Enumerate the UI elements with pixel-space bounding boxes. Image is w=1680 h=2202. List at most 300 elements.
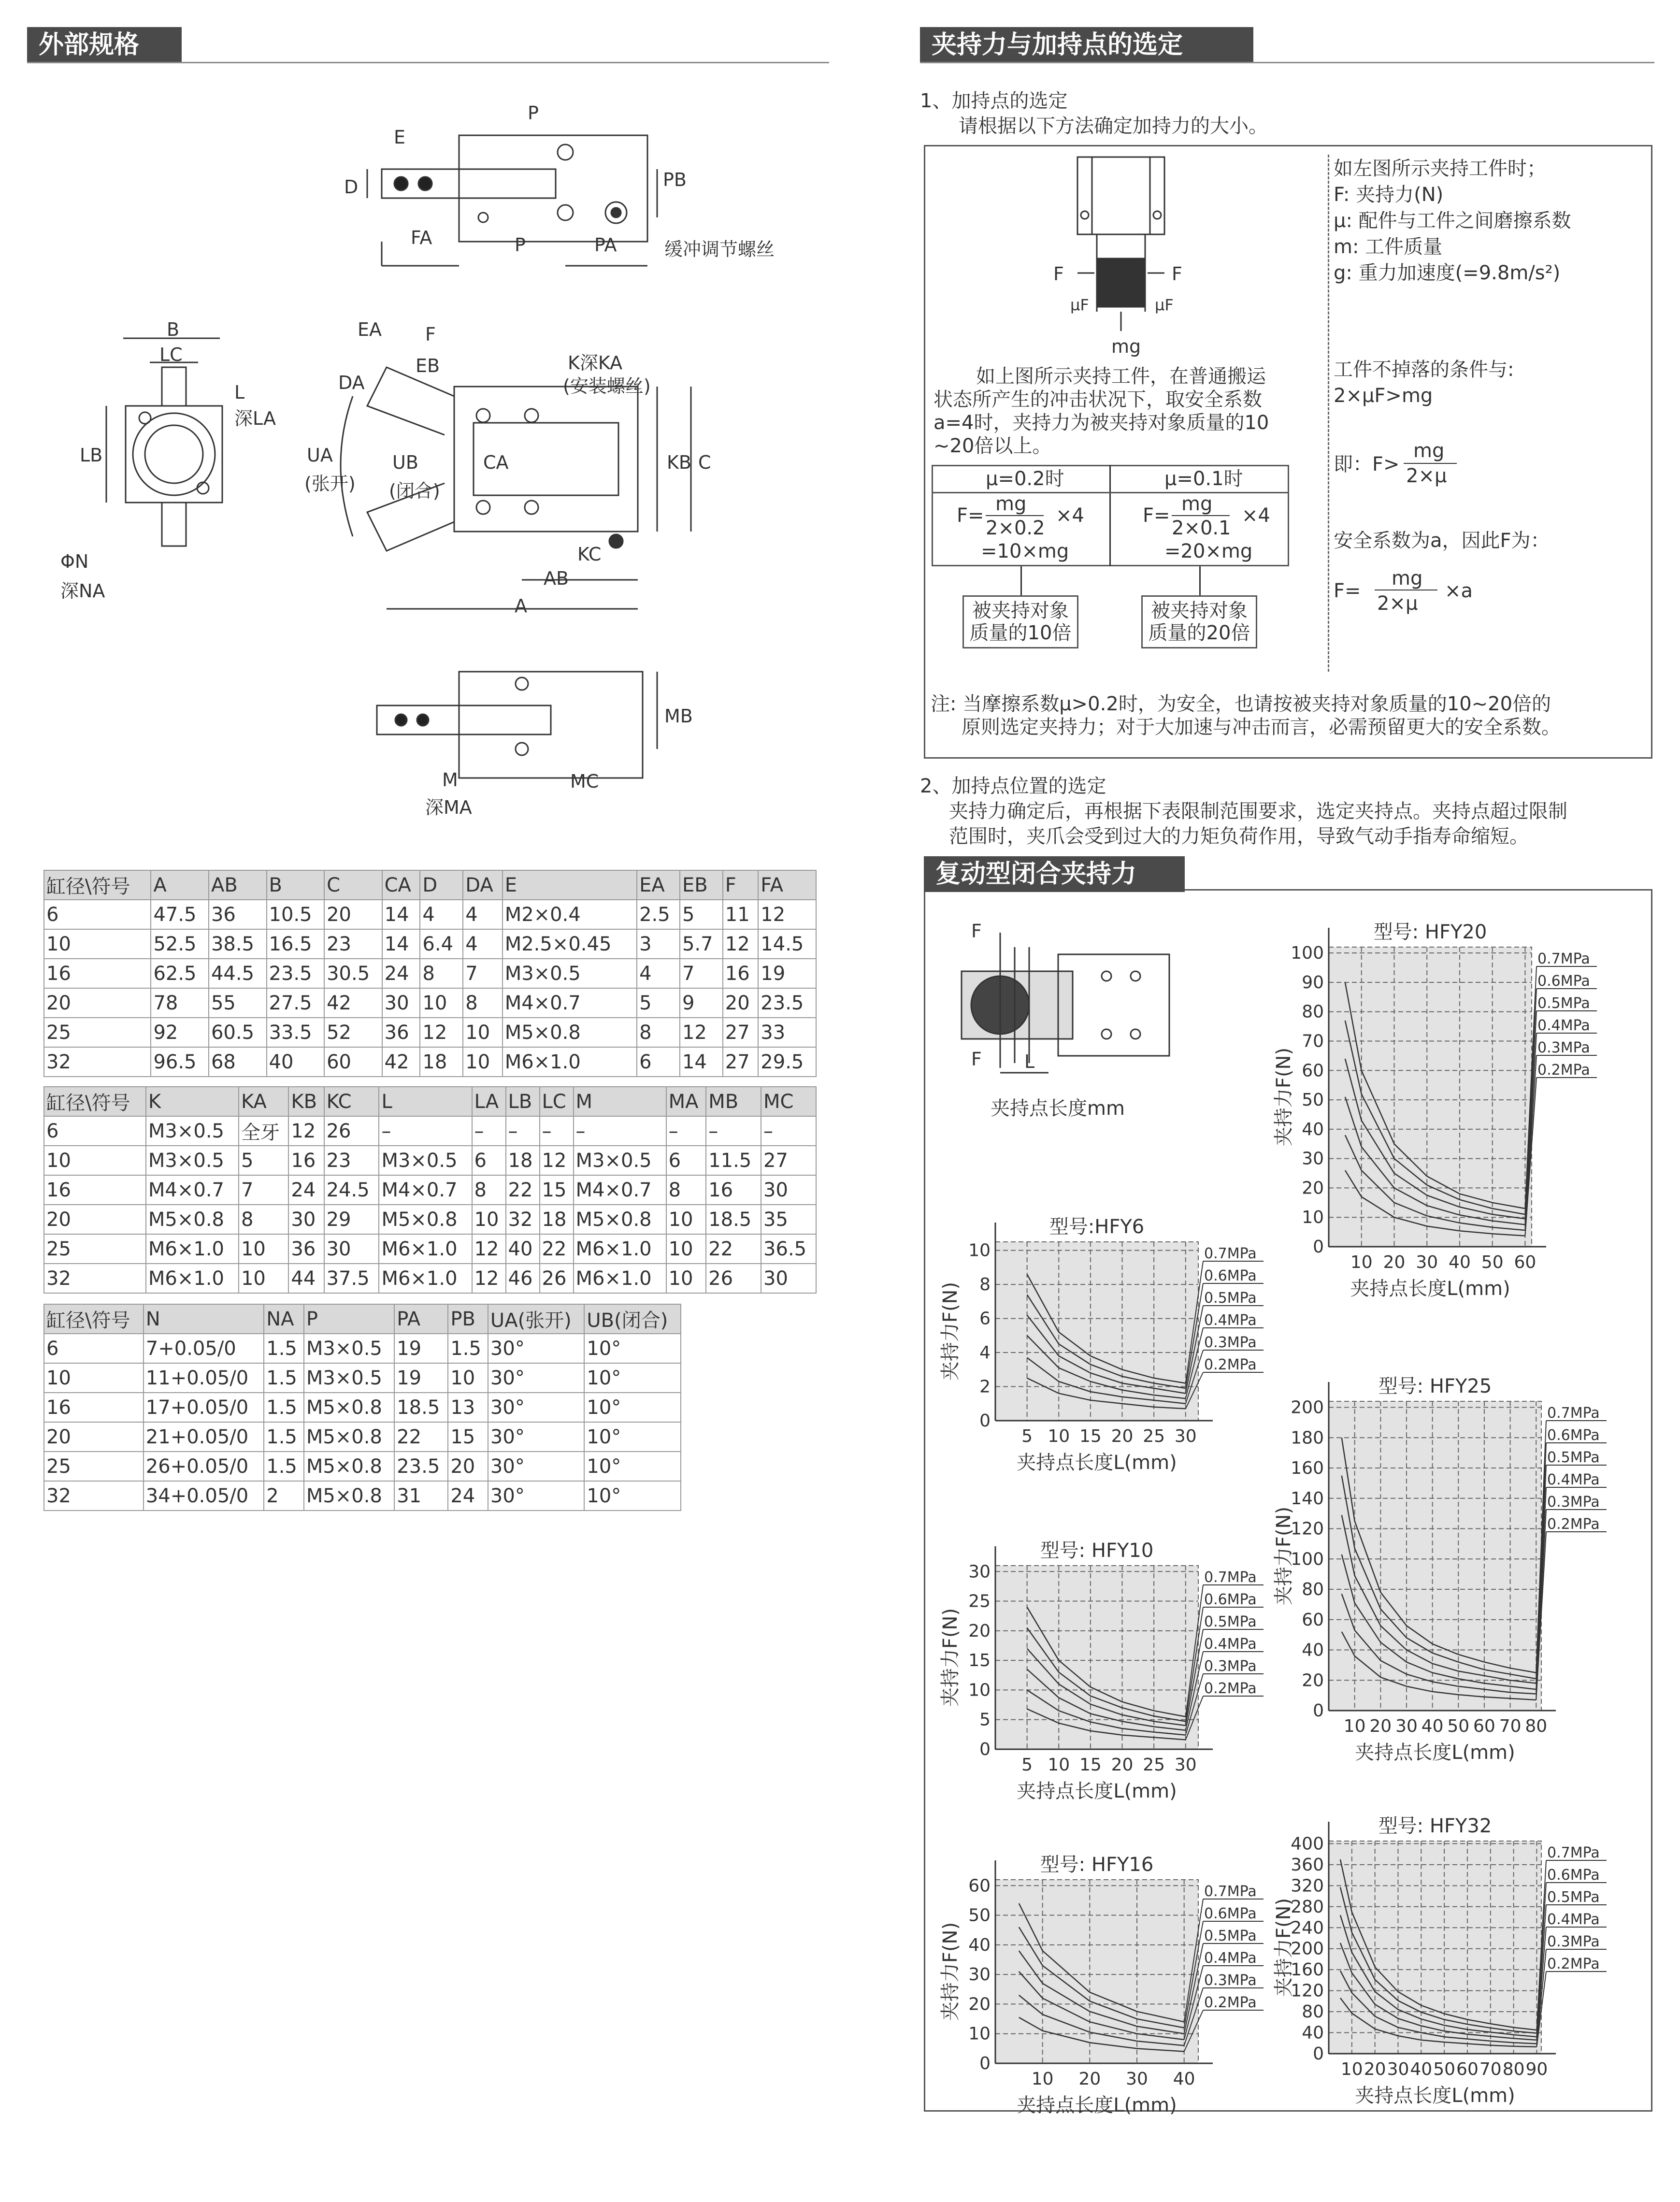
table-cell: 34+0.05/0 [144, 1481, 264, 1511]
y-tick-label: 10 [968, 2024, 991, 2044]
table-cell: 42 [382, 1047, 420, 1077]
legend-label: 0.5MPa [1204, 1290, 1257, 1307]
cond-frac: 2×μ [1406, 465, 1447, 487]
table-cell: 5.7 [680, 929, 723, 959]
plot-area [995, 1566, 1198, 1749]
table-cell: 55 [209, 988, 267, 1018]
y-axis-label: 夹持力F(N) [1273, 1506, 1295, 1606]
x-tick-label: 25 [1143, 1426, 1165, 1446]
table-cell: 31 [394, 1481, 448, 1511]
legend-label: 0.5MPa [1547, 1889, 1600, 1906]
table-cell: 2.5 [637, 900, 680, 929]
table-cell: 15 [540, 1175, 574, 1205]
drawing-label: DA [338, 372, 365, 393]
diagram-label: F [1053, 263, 1064, 285]
table-cell: 17+0.05/0 [144, 1393, 264, 1422]
table-cell: 30 [761, 1175, 816, 1205]
diagram-label: mg [1111, 336, 1141, 357]
x-tick-label: 25 [1143, 1755, 1165, 1775]
y-tick-label: 0 [1313, 1237, 1324, 1257]
y-tick-label: 40 [1302, 1119, 1324, 1139]
table-cell: 11 [723, 900, 759, 929]
calc-frac: F= [957, 504, 984, 527]
legend-label: 0.5MPa [1204, 1613, 1257, 1630]
x-tick-label: 40 [1410, 2059, 1433, 2079]
def-line: g: 重力加速度(=9.8m/s²) [1334, 262, 1561, 284]
table-cell: 16 [723, 959, 759, 988]
calc-frac: =20×mg [1164, 540, 1253, 562]
legend-label: 0.7MPa [1204, 1569, 1257, 1586]
legend-label: 0.4MPa [1547, 1471, 1600, 1488]
y-tick-label: 120 [1291, 1981, 1324, 2001]
y-tick-label: 0 [979, 2054, 991, 2073]
def-line: μ: 配件与工件之间磨擦系数 [1334, 210, 1571, 232]
legend-label: 0.4MPa [1204, 1312, 1257, 1329]
table-cell: 18 [506, 1146, 540, 1175]
table-cell: 16 [44, 959, 151, 988]
table-header-cell: CA [382, 870, 420, 900]
x-axis-label: 夹持点长度L(mm) [1355, 1741, 1515, 1764]
table-cell: 20 [723, 988, 759, 1018]
table-cell: 2 [264, 1481, 304, 1511]
table-cell: 32 [44, 1047, 151, 1077]
table-cell: 10° [584, 1363, 681, 1393]
drawing-label: P [528, 102, 539, 124]
x-tick-label: 40 [1449, 1252, 1471, 1272]
table-cell: 3 [637, 929, 680, 959]
table-cell: 16 [44, 1393, 144, 1422]
drawing-label: KB [667, 452, 691, 473]
table-cell: 10 [448, 1363, 488, 1393]
panel-divider [1328, 155, 1329, 672]
table-cell: 22 [506, 1175, 540, 1205]
table-cell: M6×1.0 [379, 1264, 472, 1293]
table-cell: 30 [288, 1205, 324, 1234]
table-cell: 52 [324, 1018, 382, 1047]
def-line: 如左图所示夹持工件时； [1334, 158, 1546, 180]
table-cell: 24.5 [324, 1175, 379, 1205]
safety-formula: mg [1392, 567, 1423, 590]
calc-note-right [1141, 595, 1257, 648]
chart-hfy32 [1261, 1788, 1643, 2107]
table-cell: 60 [324, 1047, 382, 1077]
table-cell: 22 [706, 1234, 761, 1264]
table-cell: 20 [44, 988, 151, 1018]
table-cell: 22 [394, 1422, 448, 1452]
table-header-cell: M [574, 1087, 666, 1116]
drawing-label: LB [80, 445, 103, 466]
table-row [44, 1146, 816, 1175]
legend-label: 0.4MPa [1204, 1950, 1257, 1967]
table-cell: 7 [239, 1175, 288, 1205]
table-header-row [44, 870, 816, 900]
table-cell: M5×0.8 [304, 1452, 394, 1481]
y-tick-label: 400 [1291, 1834, 1324, 1854]
y-tick-label: 360 [1291, 1855, 1324, 1875]
drawing-label: 深MA [425, 797, 472, 818]
drawing-label: LC [159, 344, 183, 365]
table-cell: 27 [761, 1146, 816, 1175]
table-cell: 30° [488, 1393, 584, 1422]
table-cell: 10° [584, 1422, 681, 1452]
x-tick-label: 30 [1395, 1716, 1418, 1736]
table-cell: 10° [584, 1452, 681, 1481]
calc-frac: 2×0.1 [1172, 517, 1231, 539]
table-cell: – [472, 1116, 506, 1146]
table-row [44, 929, 816, 959]
drawing-label: B [167, 319, 180, 340]
y-tick-label: 40 [1302, 1640, 1324, 1660]
table-cell: M3×0.5 [379, 1146, 472, 1175]
x-tick-label: 10 [1031, 2069, 1054, 2089]
table-cell: 25 [44, 1234, 146, 1264]
table-cell: 23.5 [758, 988, 816, 1018]
legend-label: 0.3MPa [1547, 1494, 1600, 1511]
table-header-cell: LC [540, 1087, 574, 1116]
table-cell: 10 [420, 988, 463, 1018]
drawing-label: M [442, 769, 458, 791]
step2-title: 2、加持点位置的选定 [920, 775, 1106, 797]
table-cell: 40 [267, 1047, 325, 1077]
table-cell: M3×0.5 [304, 1363, 394, 1393]
y-axis-label: 夹持力F(N) [939, 1922, 962, 2021]
table-row [44, 959, 816, 988]
chart-title: 型号: HFY32 [1378, 1815, 1492, 1837]
table-row [44, 1234, 816, 1264]
table-cell: 24 [382, 959, 420, 988]
y-tick-label: 40 [1302, 2023, 1324, 2043]
diagram-label: 夹持点长度mm [991, 1097, 1125, 1120]
calc-frac: ×4 [1056, 504, 1084, 527]
table-cell: 14.5 [758, 929, 816, 959]
table-cell: 52.5 [151, 929, 209, 959]
table-cell: 10 [666, 1205, 706, 1234]
x-tick-label: 80 [1502, 2059, 1525, 2079]
cond-ie: 即：F> [1334, 453, 1400, 475]
legend-label: 0.3MPa [1204, 1658, 1257, 1675]
calc-note-left [962, 595, 1078, 648]
grip-point-diagram [962, 928, 1189, 1082]
drawing-bottom-view [367, 662, 676, 788]
y-tick-label: 80 [1302, 2002, 1324, 2022]
table-cell: M4×0.7 [379, 1175, 472, 1205]
drawing-label: FA [411, 227, 432, 248]
table-cell: M6×1.0 [574, 1234, 666, 1264]
table-cell: 22 [540, 1234, 574, 1264]
x-tick-label: 50 [1433, 2059, 1456, 2079]
table-cell: 8 [637, 1018, 680, 1047]
table-header-cell: 缸径\符号 [44, 1304, 144, 1334]
table-cell: 11.5 [706, 1146, 761, 1175]
safety-formula: F= [1334, 580, 1361, 602]
table-cell: 23 [324, 929, 382, 959]
table-header-cell: D [420, 870, 463, 900]
table-cell: 20 [324, 900, 382, 929]
note-line: 原则选定夹持力；对于大加速与冲击而言，必需预留更大的安全系数。 [962, 716, 1561, 738]
table-cell: 1.5 [264, 1422, 304, 1452]
table-cell: 68 [209, 1047, 267, 1077]
y-tick-label: 10 [968, 1240, 991, 1261]
y-tick-label: 25 [968, 1591, 991, 1612]
y-tick-label: 280 [1291, 1897, 1324, 1917]
y-tick-label: 5 [979, 1710, 991, 1730]
y-tick-label: 30 [968, 1562, 991, 1582]
x-tick-label: 20 [1111, 1755, 1134, 1775]
drawing-label: C [698, 452, 711, 473]
table-cell: 30° [488, 1481, 584, 1511]
drawing-label: A [515, 595, 527, 617]
y-tick-label: 6 [979, 1309, 991, 1329]
table-cell: 44.5 [209, 959, 267, 988]
x-tick-label: 40 [1173, 2069, 1195, 2089]
right-section-title: 夹持力与加持点的选定 [920, 27, 1253, 63]
x-tick-label: 10 [1048, 1426, 1070, 1446]
table-cell: M3×0.5 [503, 959, 637, 988]
diagram-label: F [971, 1049, 982, 1070]
table-cell: 8 [420, 959, 463, 988]
table-header-cell: FA [758, 870, 816, 900]
table-header-cell: C [324, 870, 382, 900]
table-cell: – [540, 1116, 574, 1146]
table-cell: 7+0.05/0 [144, 1334, 264, 1363]
y-tick-label: 0 [979, 1740, 991, 1759]
table-cell: 27.5 [267, 988, 325, 1018]
table-cell: 29 [324, 1205, 379, 1234]
table-cell: 10 [239, 1234, 288, 1264]
drawing-label: (张开) [304, 473, 356, 494]
y-tick-label: 320 [1291, 1876, 1324, 1896]
table-cell: 96.5 [151, 1047, 209, 1077]
table-cell: 6 [44, 900, 151, 929]
x-tick-label: 30 [1416, 1252, 1438, 1272]
legend-label: 0.5MPa [1537, 995, 1590, 1012]
diagram-label: μF [1070, 296, 1089, 314]
x-tick-label: 20 [1111, 1426, 1134, 1446]
calc-head-rule [932, 492, 1289, 493]
table-row [44, 1116, 816, 1146]
table-cell: 37.5 [324, 1264, 379, 1293]
y-axis-label: 夹持力F(N) [939, 1281, 962, 1381]
table-row [44, 1393, 681, 1422]
table-cell: 5 [239, 1146, 288, 1175]
drawing-label: (安装螺丝) [563, 375, 651, 397]
table-cell: 26+0.05/0 [144, 1452, 264, 1481]
table-cell: 29.5 [758, 1047, 816, 1077]
y-tick-label: 120 [1291, 1519, 1324, 1539]
table-cell: M5×0.8 [304, 1393, 394, 1422]
step1-title: 1、加持点的选定 [920, 90, 1068, 112]
table-cell: 6 [472, 1146, 506, 1175]
legend-label: 0.2MPa [1547, 1956, 1600, 1972]
y-tick-label: 8 [979, 1275, 991, 1295]
x-tick-label: 5 [1021, 1755, 1033, 1775]
table-cell: 30 [324, 1234, 379, 1264]
arrow-line [1199, 566, 1201, 595]
table-header-cell: NA [264, 1304, 304, 1334]
table-cell: 10° [584, 1393, 681, 1422]
table-cell: 24 [288, 1175, 324, 1205]
drawing-top-view [338, 106, 821, 290]
table-cell: 10 [463, 1047, 502, 1077]
table-cell: 25 [44, 1452, 144, 1481]
para-line: 如上图所示夹持工件，在普通搬运 [976, 365, 1266, 388]
legend-label: 0.4MPa [1537, 1017, 1590, 1034]
table-cell: M6×1.0 [379, 1234, 472, 1264]
table-cell: M4×0.7 [503, 988, 637, 1018]
table-row [44, 900, 816, 929]
drawing-label: PB [663, 169, 687, 190]
para-line: a=4时，夹持力为被夹持对象质量的10 [933, 412, 1269, 434]
table-cell: M2.5×0.45 [503, 929, 637, 959]
table-cell: M5×0.8 [379, 1205, 472, 1234]
table-header-cell: K [146, 1087, 239, 1116]
x-tick-label: 60 [1456, 2059, 1479, 2079]
table-row [44, 1481, 681, 1511]
table-header-cell: EB [680, 870, 723, 900]
y-axis-label: 夹持力F(N) [1273, 1898, 1295, 1997]
table-cell: 27 [723, 1018, 759, 1047]
table-cell: M3×0.5 [146, 1116, 239, 1146]
table-header-cell: LB [506, 1087, 540, 1116]
table-cell: 12 [472, 1264, 506, 1293]
table-row [44, 1363, 681, 1393]
note-line: 注: 当摩擦系数μ>0.2时，为安全，也请按被夹持对象质量的10~20倍的 [931, 693, 1551, 715]
legend-label: 0.4MPa [1204, 1636, 1257, 1653]
cond: 2×μF>mg [1334, 385, 1433, 407]
table-cell: M4×0.7 [146, 1175, 239, 1205]
cond-frac: mg [1413, 440, 1445, 462]
table-cell: M6×1.0 [146, 1264, 239, 1293]
note-line: 被夹持对象 [1151, 600, 1248, 622]
drawing-label: 深LA [234, 408, 276, 429]
y-tick-label: 20 [1302, 1178, 1324, 1198]
drawing-label: EB [416, 355, 440, 376]
table-cell: 19 [758, 959, 816, 988]
plot-area [995, 1880, 1198, 2063]
table-cell: 32 [506, 1205, 540, 1234]
diagram-label: μF [1155, 296, 1174, 314]
table-cell: 10 [239, 1264, 288, 1293]
diagram-label: L [1024, 1051, 1035, 1072]
table-cell: 47.5 [151, 900, 209, 929]
drawing-label: MC [570, 771, 599, 792]
table-cell: 11+0.05/0 [144, 1363, 264, 1393]
table-cell: 18.5 [394, 1393, 448, 1422]
table-cell: 30° [488, 1363, 584, 1393]
y-tick-label: 200 [1291, 1939, 1324, 1959]
y-tick-label: 10 [1302, 1208, 1324, 1228]
table-header-cell: E [503, 870, 637, 900]
table-cell: M5×0.8 [146, 1205, 239, 1234]
legend-label: 0.6MPa [1547, 1867, 1600, 1884]
x-axis-label: 夹持点长度L(mm) [1355, 2085, 1515, 2107]
table-cell: 15 [448, 1422, 488, 1452]
table-cell: – [506, 1116, 540, 1146]
plot-area [1329, 947, 1532, 1247]
table-cell: – [761, 1116, 816, 1146]
table-cell: 78 [151, 988, 209, 1018]
drawing-label: AB [544, 568, 569, 589]
table-cell: – [574, 1116, 666, 1146]
table-row [44, 1205, 816, 1234]
drawing-label: D [344, 176, 359, 198]
table-cell: 20 [44, 1422, 144, 1452]
y-tick-label: 0 [1313, 1701, 1324, 1721]
safety-formula: ×a [1445, 580, 1473, 602]
legend-label: 0.4MPa [1547, 1911, 1600, 1928]
table-cell: 23.5 [267, 959, 325, 988]
table-cell: 33.5 [267, 1018, 325, 1047]
y-tick-label: 20 [1302, 1670, 1324, 1691]
y-tick-label: 200 [1291, 1397, 1324, 1418]
legend-label: 0.7MPa [1547, 1405, 1600, 1422]
y-tick-label: 160 [1291, 1960, 1324, 1980]
x-axis-label: 夹持点长度L(mm) [1017, 1780, 1177, 1802]
y-tick-label: 0 [1313, 2044, 1324, 2064]
table-cell: 6.4 [420, 929, 463, 959]
table-cell: 10 [666, 1264, 706, 1293]
table-header-cell: B [267, 870, 325, 900]
legend-label: 0.7MPa [1537, 950, 1590, 967]
x-tick-label: 30 [1174, 1426, 1197, 1446]
note-line: 质量的20倍 [1148, 622, 1250, 644]
x-tick-label: 20 [1078, 2069, 1101, 2089]
chart-hfy20 [1261, 889, 1643, 1300]
legend-label: 0.6MPa [1204, 1591, 1257, 1608]
y-tick-label: 15 [968, 1651, 991, 1671]
y-tick-label: 80 [1302, 1002, 1324, 1022]
x-tick-label: 30 [1126, 2069, 1148, 2089]
def-line: m: 工件质量 [1334, 236, 1443, 258]
y-tick-label: 2 [979, 1377, 991, 1397]
legend-label: 0.2MPa [1204, 1356, 1257, 1373]
table-cell: 36 [288, 1234, 324, 1264]
diagram-label: F [971, 921, 982, 942]
x-tick-label: 10 [1340, 2059, 1363, 2079]
y-tick-label: 50 [1302, 1090, 1324, 1110]
table-cell: 1.5 [264, 1452, 304, 1481]
x-tick-label: 20 [1369, 1716, 1392, 1736]
safety-text: 安全系数为a，因此F为： [1334, 530, 1550, 552]
y-axis-label: 夹持力F(N) [939, 1608, 962, 1707]
def-line: F: 夹持力(N) [1334, 184, 1444, 206]
left-title-rule [27, 62, 829, 63]
legend-label: 0.2MPa [1204, 1680, 1257, 1697]
table-cell: 16 [706, 1175, 761, 1205]
x-tick-label: 5 [1021, 1426, 1033, 1446]
table-header-cell: P [304, 1304, 394, 1334]
table-cell: 1.5 [448, 1334, 488, 1363]
y-tick-label: 20 [968, 1994, 991, 2015]
x-tick-label: 20 [1364, 2059, 1386, 2079]
x-tick-label: 15 [1079, 1755, 1102, 1775]
table-cell: 33 [758, 1018, 816, 1047]
table-cell: 25 [44, 1018, 151, 1047]
drawing-label: CA [483, 452, 509, 473]
gripper-diagram [1048, 152, 1213, 360]
x-tick-label: 30 [1387, 2059, 1409, 2079]
x-tick-label: 30 [1174, 1755, 1197, 1775]
x-tick-label: 70 [1479, 2059, 1502, 2079]
y-tick-label: 90 [1302, 972, 1324, 993]
note-line: 被夹持对象 [972, 600, 1069, 622]
y-tick-label: 10 [968, 1680, 991, 1700]
step2-desc: 范围时，夹爪会受到过大的力矩负荷作用，导致气动手指寿命缩短。 [949, 825, 1529, 848]
y-tick-label: 60 [1302, 1061, 1324, 1081]
y-tick-label: 30 [968, 1965, 991, 1985]
table-cell: 5 [680, 900, 723, 929]
table-cell: 26 [706, 1264, 761, 1293]
